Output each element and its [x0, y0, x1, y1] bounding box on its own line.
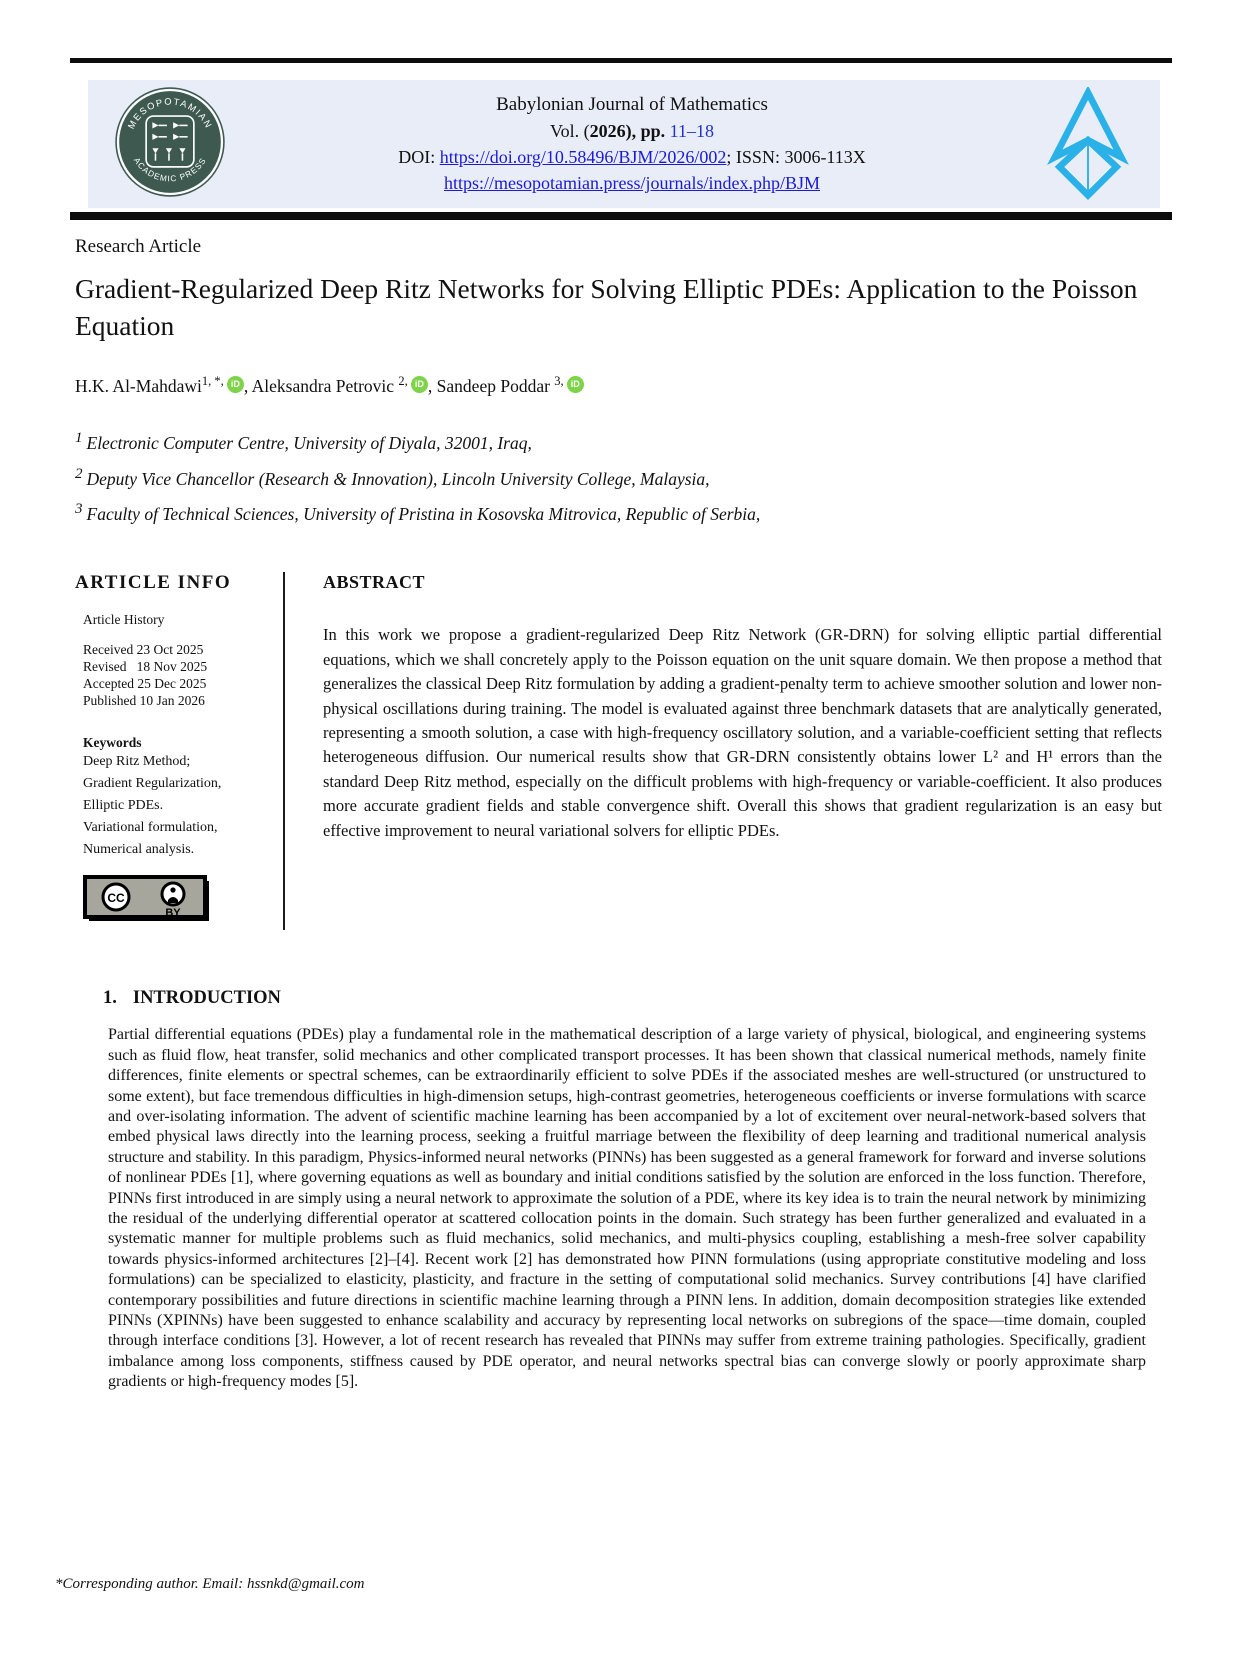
article-title: Gradient-Regularized Deep Ritz Networks for Solving Elliptic PDEs: Application to the Poisson Equation [75, 273, 1138, 341]
cc-by-icon [83, 875, 213, 925]
svg-text:ACADEMIC PRESS: ACADEMIC PRESS [131, 155, 209, 184]
affiliation-1 [75, 423, 1166, 459]
orcid-icon[interactable] [411, 376, 428, 393]
orcid-icon[interactable] [227, 376, 244, 393]
affil-text: Deputy Vice Chancellor (Research & Innovation), Lincoln University College, Malaysia, [86, 468, 710, 489]
header-divider-rule [70, 212, 1172, 220]
author-sup: 2, [398, 374, 408, 388]
affil-text: Electronic Computer Centre, University of Diyala, 32001, Iraq, [86, 432, 532, 453]
history-accepted: Accepted 25 Dec 2025 [83, 676, 207, 692]
keyword: Elliptic PDEs. [83, 798, 164, 814]
affil-text: Faculty of Technical Sciences, University of Pristina in Kosovska Mitrovica, Republic of Serbia, [86, 504, 761, 525]
journal-url-line [226, 170, 1038, 196]
keyword: Variational formulation, [83, 820, 218, 836]
history-received: Received 23 Oct 2025 [83, 642, 204, 658]
page-range: 11–18 [669, 121, 715, 141]
keyword: Deep Ritz Method; [83, 754, 191, 770]
abstract-panel [285, 572, 1166, 930]
journal-header [88, 80, 1160, 208]
author-sup: 1, *, [201, 374, 224, 388]
journal-name: Babylonian Journal of Mathematics [496, 94, 768, 115]
author-separator: , [427, 375, 437, 396]
svg-text:BY: BY [165, 907, 181, 920]
keyword: Gradient Regularization, [83, 776, 222, 792]
author-affil-marker [554, 374, 584, 388]
author-name: Aleksandra Petrovic [251, 375, 399, 396]
journal-meta [226, 92, 1038, 196]
authors-line [75, 374, 1166, 397]
volume-line [226, 118, 1038, 144]
author-name: H.K. Al-Mahdawi [75, 375, 202, 396]
keyword: Numerical analysis. [83, 842, 195, 858]
author-affil-marker [202, 374, 244, 388]
affil-sup: 1 [75, 429, 83, 446]
article-info-heading: ARTICLE INFO [75, 572, 232, 594]
section-number: 1. [103, 988, 117, 1009]
author-sup: 3, [554, 374, 564, 388]
mesopotamian-press-icon [114, 86, 226, 198]
section-title: INTRODUCTION [132, 988, 281, 1009]
info-abstract-row [75, 572, 1166, 930]
keywords-list [83, 751, 275, 861]
introduction-heading [103, 988, 1146, 1009]
author-separator: , [243, 375, 252, 396]
author-affil-marker [398, 374, 428, 388]
abstract-text: In this work we propose a gradient-regularized Deep Ritz Network (GR-DRN) for solving elliptic partial differential equations, which we shall concretely apply to the Poisson equation on the unit square domain. We then propose a method that generalizes the classical Deep Ritz formulation by adding a gradient-penalty term to achieve smoother solution and lower non-physical oscillations during training. The model is evaluated against three benchmark datasets that are analytically generated, representing a smooth solution, a case with high-frequency oscillatory solution, and a variable-coefficient setting that reflects heterogeneous diffusion. Our numerical results show that GR-DRN consistently obtains lower L² and H¹ errors than the standard Deep Ritz method, especially on the difficult problems with high-frequency or variable-coefficient. It also produces more accurate gradient fields and stable convergence shift. Overall this shows that gradient regularization is an easy but effective improvement to neural variational solvers for elliptic PDEs. [323, 625, 1162, 840]
introduction-text: Partial differential equations (PDEs) play a fundamental role in the mathematical description of a large variety of physical, biological, and engineering systems such as fluid flow, heat transfer, solid mechanics and other complicated transport processes. It has been shown that classical numerical methods, namely finite differences, finite elements or spectral schemes, can be extraordinarily efficient to solve PDEs if the associated meshes are well-structured (or unstructured to some extent), but face tremendous difficulties in high-dimension setups, high-contrast geometries, heterogeneous coefficients or inverse formulations with scarce and over-isolating information. The advent of scientific machine learning has been accompanied by a lot of excitement over neural-network-based solvers that embed physical laws directly into the learning process, seeking a fruitful marriage between the flexibility of deep learning and traditional numerical analysis structure and stability. In this paradigm, Physics-informed neural networks (PINNs) has been suggested as a general framework for forward and inverse solutions of nonlinear PDEs [1], where governing equations as well as boundary and initial conditions satisfied by the solution are enforced in the loss function. Therefore, PINNs first introduced in are simply using a neural network to approximate the solution of a PDE, where its key idea is to train the neural network by minimizing the residual of the underlying differential operator at scattered collocation points in the domain. Such strategy has been further generalized and evaluated in a systematic manner for multiple problems such as fluid mechanics, solid mechanics, and multi-physics coupling, establishing a mesh-free solver capability towards physics-informed architectures [2]–[4]. Recent work [2] has demonstrated how PINN formulations (using appropriate constitutive modeling and loss formulations) can be specialized to elasticity, plasticity, and fracture in the setting of computational solid mechanics. Survey contributions [4] have clarified contemporary possibilities and future directions in scientific machine learning through a PINN lens. In addition, domain decomposition strategies like extended PINNs (XPINNs) have been suggested to enhance scalability and accuracy by representing local networks on subregions of the space—time domain, coupled through interface conditions [3]. However, a lot of recent research has revealed that PINNs may suffer from extreme training pathologies. Specifically, gradient imbalance among loss components, stiffness caused by PDE operator, and neural networks spectral bias can converge slowly or poorly approximate sharp gradients or high-frequency modes [5]. [108, 1026, 1146, 1391]
vol-year: 2026), pp. [589, 121, 670, 141]
article-type-label: Research Article [75, 236, 202, 257]
svg-text:CC: CC [107, 891, 125, 906]
article-history [83, 641, 275, 709]
journal-logo [1038, 87, 1134, 201]
orcid-id-label: iD [570, 379, 580, 389]
doi-label: DOI: [398, 147, 440, 167]
journal-url-link[interactable]: https://mesopotamian.press/journals/index.php/BJM [444, 173, 820, 193]
top-rule [70, 58, 1172, 63]
history-published: Published 10 Jan 2026 [83, 693, 205, 709]
vol-prefix: Vol. ( [549, 121, 590, 141]
affiliation-3 [75, 494, 1166, 530]
abstract-heading: ABSTRACT [323, 572, 426, 593]
article-info-panel [75, 572, 275, 930]
issn: ; ISSN: 3006-113X [726, 147, 866, 167]
affil-sup: 2 [75, 465, 83, 482]
orcid-icon[interactable] [567, 376, 584, 393]
publisher-logo [114, 86, 226, 203]
history-revised: Revised 18 Nov 2025 [83, 659, 208, 675]
affiliation-2 [75, 459, 1166, 495]
doi-link[interactable]: https://doi.org/10.58496/BJM/2026/002 [439, 147, 727, 167]
affiliations [75, 423, 1166, 530]
affil-sup: 3 [75, 501, 83, 518]
introduction-section [103, 988, 1146, 1392]
cc-by-license-badge[interactable] [83, 875, 213, 930]
svg-text:MESOPOTAMIAN: MESOPOTAMIAN [126, 96, 214, 131]
keywords-label: Keywords [83, 735, 142, 751]
corresponding-author-note: *Corresponding author. Email: hssnkd@gmail.com [55, 1576, 365, 1592]
article-history-label: Article History [83, 612, 165, 628]
bjm-logo-icon [1042, 87, 1134, 201]
article-content [75, 236, 1166, 1393]
orcid-id-label: iD [230, 379, 240, 389]
author-name: Sandeep Poddar [436, 375, 555, 396]
doi-line [226, 144, 1038, 170]
orcid-id-label: iD [414, 379, 424, 389]
